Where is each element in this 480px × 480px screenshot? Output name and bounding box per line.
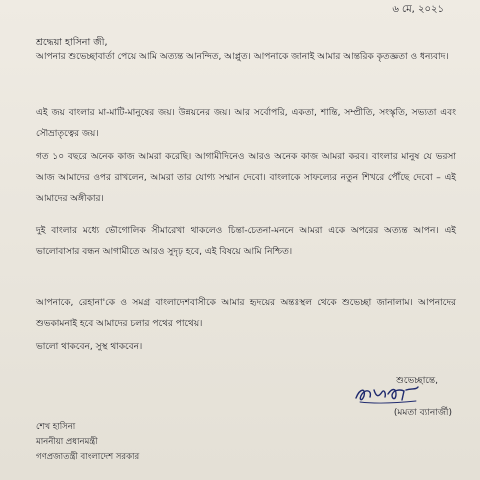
paragraph-gratitude: আপনার শুভেচ্ছাবার্তা পেয়ে আমি অত্যন্ত আনন্দিত, আপ্লুত। আপনাকে জানাই আমার আন্তরিক কৃতজ্ঞতা ও ধন্যবাদ।	[36, 52, 449, 62]
recipient-block	[36, 420, 139, 465]
recipient-designation: মাননীয়া প্রধানমন্ত্রী	[36, 437, 98, 447]
paragraph-two-bengals: দুই বাংলার মধ্যে ভৌগোলিক সীমারেখা থাকলেও চিন্তা-চেতনা-মননে আমরা একে অপরের অত্যন্ত আপন। এই ভালোবাসার বন্ধন আগামীতে আরও সুদৃঢ় হবে, এই বিষয়ে আমি নিশ্চিত।	[36, 226, 456, 257]
paragraph-work: গত ১০ বছরে অনেক কাজ আমরা করেছি। আগামীদিনেও আরও অনেক কাজ আমরা করব। বাংলার মানুষ যে ভরসা আজ আমাদের ওপর রাখলেন, আমরা তার যোগ্য সম্মান দেবো। বাংলাকে সাফল্যের নতুন শিখরে পৌঁছে দেবো – এই আমাদের অঙ্গীকার।	[36, 152, 456, 204]
recipient-office: গণপ্রজাতন্ত্রী বাংলাদেশ সরকার	[36, 452, 140, 462]
paragraph-greetings: আপনাকে, রেহানা'কে ও সমগ্র বাংলাদেশবাসীকে আমার হৃদয়ের অন্তঃস্থল থেকে শুভেচ্ছা জানালাম। আপনাদের শুভকামনাই হবে আমাদের চলার পথের পাথেয়।	[36, 298, 456, 329]
paragraph-wishes: ভালো থাকবেন, সুস্থ থাকবেন।	[36, 342, 143, 352]
recipient-name: শেখ হাসিনা	[36, 422, 76, 432]
paragraph-victory: এই জয় বাংলার মা-মাটি-মানুষের জয়। উন্নয়নের জয়। আর সর্বোপরি, একতা, শান্তি, সম্প্রীতি, সংস্কৃতি, সভ্যতা এবং সৌভ্রাতৃত্বের জয়।	[36, 108, 456, 139]
salutation: শ্রদ্ধেয়া হাসিনা জী,	[36, 37, 108, 48]
signatory-name: (মমতা ব্যানার্জী)	[393, 408, 452, 418]
letter-date: ৬ মে, ২০২১	[392, 4, 444, 15]
closing: শুভেচ্ছান্তে,	[396, 376, 438, 386]
signature-icon	[352, 384, 422, 406]
